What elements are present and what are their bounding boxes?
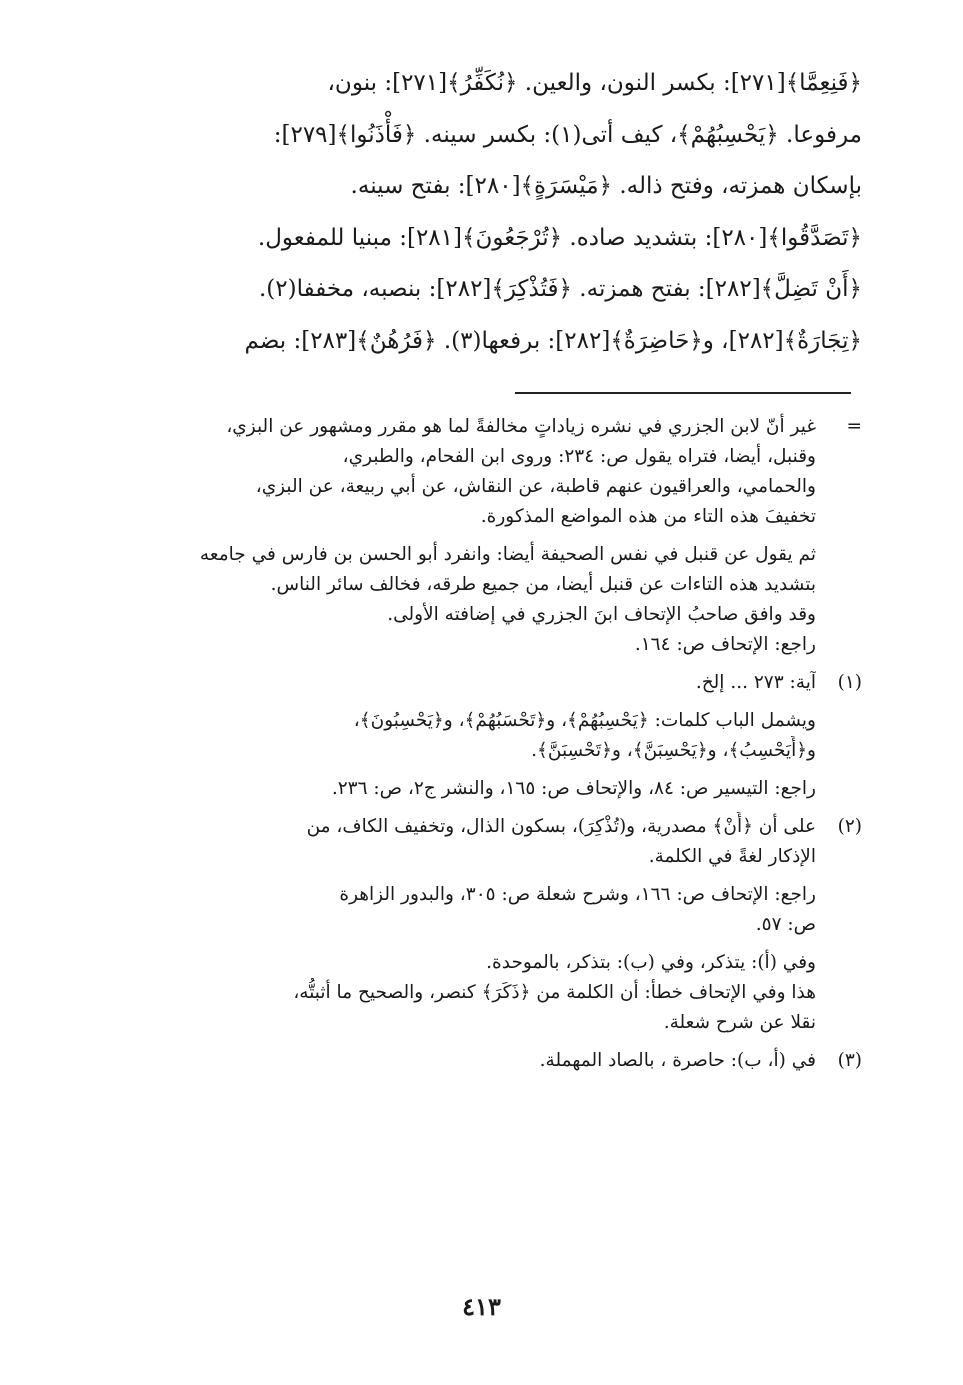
- continuation-mark: =: [846, 416, 862, 437]
- footnote-separator: [515, 392, 851, 394]
- footnote-line: ص: ٥٧.: [755, 914, 816, 935]
- footnote-line: في (أ، ب): حاصرة ، بالصاد المهملة.: [539, 1050, 816, 1071]
- footnote-line: غير أنّ لابن الجزري في نشره زياداتٍ مخالفةً لما هو مقرر ومشهور عن البزي،: [226, 416, 816, 437]
- main-text: [120, 58, 862, 367]
- footnote-line: راجع: الإتحاف ص: ١٦٦، وشرح شعلة ص: ٣٠٥، والبدور الزاهرة: [339, 884, 816, 905]
- footnote-number: (١): [837, 672, 862, 693]
- footnote-number: (٢): [837, 816, 862, 837]
- main-line: ﴿أَنْ تَضِلَّ﴾[٢٨٢]: بفتح همزته. ﴿فَتُذْكِرَ﴾[٢٨٢]: بنصبه، مخففا(٢).: [258, 276, 862, 302]
- footnote-3: [120, 1046, 862, 1076]
- footnote-line: و﴿أَيَحْسِبُ﴾، و﴿يَحْسِبَنَّ﴾، و﴿تَحْسِبَنَّ﴾.: [531, 740, 816, 761]
- footnote-continuation-2: [120, 540, 862, 660]
- footnote-line: على أن ﴿أَنْ﴾ مصدرية، و(تُذْكِرَ)، بسكون الذال، وتخفيف الكاف، من: [306, 816, 816, 837]
- footnote-line: ثم يقول عن قنبل في نفس الصحيفة أيضا: وانفرد أبو الحسن بن فارس في جامعه: [199, 544, 816, 565]
- main-line: ﴿تَصَدَّقُوا﴾[٢٨٠]: بتشديد صاده. ﴿تُرْجَعُونَ﴾[٢٨١]: مبنيا للمفعول.: [257, 224, 862, 251]
- footnote-number: (٣): [837, 1050, 862, 1071]
- footnote-line: ويشمل الباب كلمات: ﴿يَحْسِبُهُمْ﴾، و﴿تَحْسَبُهُمْ﴾، و﴿يَحْسِبُونَ﴾،: [353, 710, 816, 731]
- main-line: ﴿فَنِعِمَّا﴾[٢٧١]: بكسر النون، والعين. ﴿نُكَفِّرُ﴾[٢٧١]: بنون،: [327, 70, 862, 96]
- page-number: ٤١٣: [462, 1292, 501, 1321]
- footnote-line: آية: ٢٧٣ ... إلخ.: [695, 672, 816, 693]
- footnote-line: نقلا عن شرح شعلة.: [663, 1012, 816, 1033]
- footnote-line: وقد وافق صاحبُ الإتحاف ابنَ الجزري في إضافته الأولى.: [387, 604, 816, 625]
- main-line: بإسكان همزته، وفتح ذاله. ﴿مَيْسَرَةٍ﴾[٢٨٠]: بفتح سينه.: [350, 173, 862, 199]
- footnote-line: راجع: التيسير ص: ٨٤، والإتحاف ص: ١٦٥، والنشر ج٢، ص: ٢٣٦.: [331, 778, 816, 799]
- footnote-2: [120, 812, 862, 872]
- footnote-line: بتشديد هذه التاءات عن قنبل أيضا، من جميع طرقه، فخالف سائر الناس.: [270, 574, 816, 595]
- footnote-line: والحمامي، والعراقيون عنهم قاطبة، عن النقاش، عن أبي ربيعة، عن البزي،: [255, 476, 816, 497]
- footnote-line: الإذكار لغةً في الكلمة.: [648, 846, 816, 867]
- footnotes: [120, 412, 862, 1084]
- footnote-continuation: [120, 412, 862, 532]
- footnote-2-notes: [120, 948, 862, 1038]
- footnote-1: [120, 668, 862, 698]
- footnote-line: راجع: الإتحاف ص: ١٦٤.: [634, 634, 816, 655]
- footnote-line: وفي (أ): يتذكر، وفي (ب): بتذكر، بالموحدة.: [486, 952, 816, 973]
- main-line: مرفوعا. ﴿يَحْسِبُهُمْ﴾، كيف أتى(١): بكسر سينه. ﴿فَأْذَنُوا﴾[٢٧٩]:: [273, 121, 862, 148]
- footnote-1-refs: [120, 774, 862, 804]
- footnote-2-refs: [120, 880, 862, 940]
- main-line: ﴿تِجَارَةٌ﴾[٢٨٢]، و﴿حَاضِرَةٌ﴾[٢٨٢]: برفعها(٣). ﴿فَرُهُنٌ﴾[٢٨٣]: بضم: [244, 327, 862, 354]
- footnote-line: هذا وفي الإتحاف خطأ: أن الكلمة من ﴿ذَكَرَ﴾ كنصر، والصحيح ما أثبتُّه،: [293, 982, 816, 1003]
- footnote-1-words: [120, 706, 862, 766]
- footnote-line: تخفيفَ هذه التاء من هذه المواضع المذكورة.: [480, 506, 816, 527]
- footnote-line: وقنبل، أيضا، فتراه يقول ص: ٢٣٤: وروى ابن الفحام، والطبري،: [342, 446, 816, 467]
